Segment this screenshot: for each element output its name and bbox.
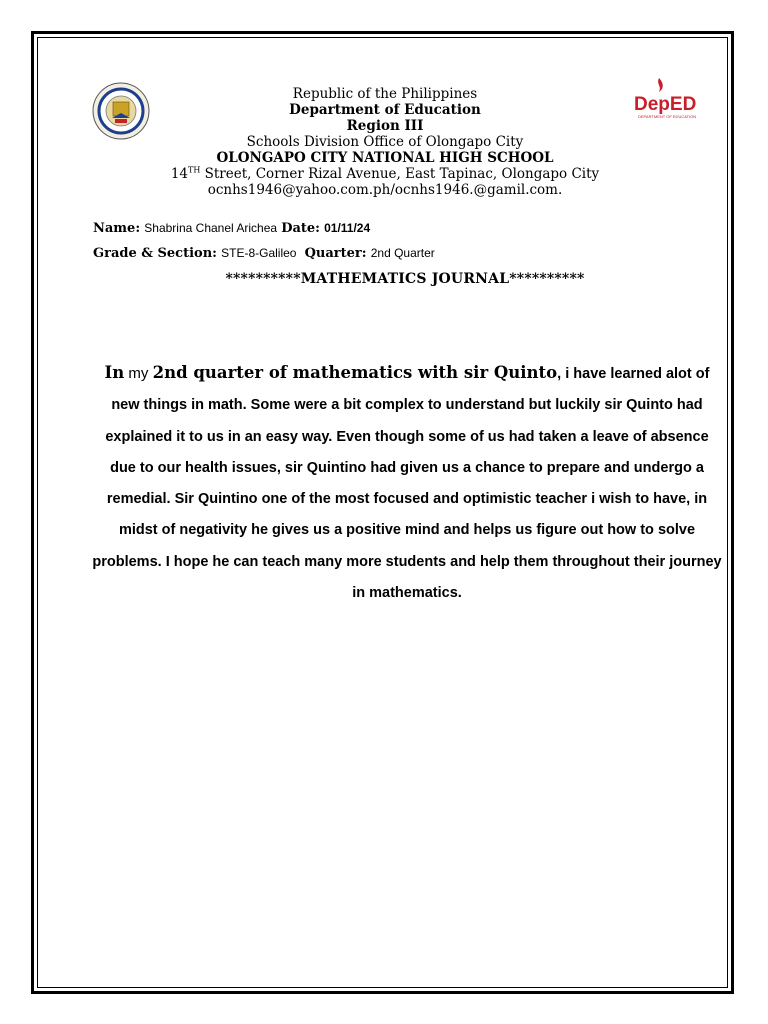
grade-value: STE-8-Galileo xyxy=(221,246,297,260)
deped-logo-subtext: DEPARTMENT OF EDUCATION xyxy=(638,114,697,119)
name-date-row xyxy=(93,221,370,236)
email-line: ocnhs1946@yahoo.com.ph/ocnhs1946.@gamil.com. xyxy=(207,182,563,198)
paragraph-in: In xyxy=(104,363,125,382)
paragraph-rest: , i have learned alot of new things in math. Some were a bit complex to understand but luckily sir Quinto had explained it to us in an easy way. Even though some of us had taken a leave of absence due to our health issues, sir Quintino had given us a chance to prepare and undergo a remedial. Sir Quintino one of the most focused and optimistic teacher i wish to have, in midst of negativity he gives us a positive mind and helps us figure out how to solve problems. I hope he can teach many more students and help them throughout their journey in mathematics. xyxy=(92,366,722,602)
republic-line: Republic of the Philippines xyxy=(292,86,478,102)
date-value: 01/11/24 xyxy=(324,221,371,235)
journal-title: **********MATHEMATICS JOURNAL********** xyxy=(225,271,585,287)
name-label: Name: xyxy=(93,221,141,236)
grade-label: Grade & Section: xyxy=(93,246,217,261)
address-text: Street, Corner Rizal Avenue, East Tapinac, Olongapo City xyxy=(200,166,600,182)
address-superscript: TH xyxy=(188,165,201,175)
quarter-value: 2nd Quarter xyxy=(370,246,435,260)
paragraph-emphasis: 2nd quarter of mathematics with sir Quinto xyxy=(152,363,558,382)
letterhead xyxy=(140,86,630,198)
grade-quarter-row xyxy=(93,246,435,261)
department-line: Department of Education xyxy=(289,102,481,118)
division-line: Schools Division Office of Olongapo City xyxy=(246,134,524,150)
journal-paragraph xyxy=(92,357,722,609)
address-number: 14 xyxy=(170,166,189,182)
school-name: OLONGAPO CITY NATIONAL HIGH SCHOOL xyxy=(216,150,554,166)
deped-logo-text: DepED xyxy=(634,94,697,115)
deped-logo-icon xyxy=(632,76,697,126)
paragraph-my: my xyxy=(124,365,153,382)
region-line: Region III xyxy=(346,118,424,134)
name-value: Shabrina Chanel Arichea xyxy=(144,221,278,235)
address-line xyxy=(140,166,630,182)
quarter-label: Quarter: xyxy=(304,246,367,261)
date-label: Date: xyxy=(281,221,320,236)
